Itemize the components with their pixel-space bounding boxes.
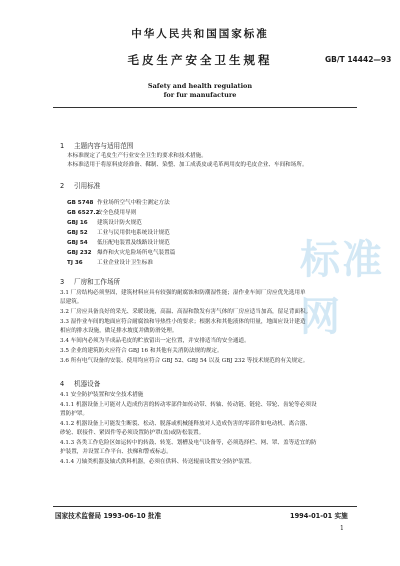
section-4-title: 机器设备 [74,380,101,388]
header-divider [53,107,357,108]
reference-title: 建筑设计防火规范 [97,220,142,226]
section-1-line-1: 本标准规定了毛皮生产行业安全卫生的要求和技术措施。 [67,153,207,159]
section-2-number: 2 [60,182,65,190]
section-4-line: 4.1.2 机器设备上可能发生断裂、松动、脱落或机械能释放对人造成伤害的零部件如电动机、离合器、 [60,421,311,427]
document-title: 毛皮生产安全卫生规程 [127,53,273,67]
section-2-heading [60,180,100,190]
section-3-line: 3.3 湿作业车间的地面应符合耐腐蚀和导热性小的要求；根据水和其他液体的用量，地面应设计建造 [60,319,306,325]
section-3-heading [60,276,120,286]
reference-item [67,228,170,236]
section-3-line: 相应的排水设施，做足排水坡度并做防滑处理。 [60,328,178,334]
reference-item [67,258,153,266]
watermark: 标准网 [300,237,384,340]
reference-item [67,248,175,256]
section-3-number: 3 [60,278,65,286]
section-4-line: 4.1.4 刀轴类机器及轴式供料机器，必须在供料、传送辊前设置安全防护装置。 [60,459,256,465]
section-3-line: 3.1 厂房结构必须坚固，建筑材料应具有较强的耐腐蚀和防潮湿性能；湿作业车间厂房应优先选用单 [60,290,306,296]
section-1-number: 1 [60,142,65,150]
reference-code: GB 6527.2 [67,210,100,216]
english-title-line-1: Safety and health regulation [147,82,253,90]
reference-item [67,198,170,206]
reference-item [67,238,170,246]
section-4-number: 4 [60,380,65,388]
reference-title: 爆炸和火灾危险场所电气装置篇 [97,250,176,256]
section-1-title: 主题内容与适用范围 [74,142,134,150]
section-4-line: 砂轮、联接件、紧固件等必须设置防护罩(盖)或防松装置。 [60,430,205,436]
reference-title: 作业场所空气中粉尘测定方法 [97,200,170,206]
page-number: 1 [340,525,344,532]
section-4-line: 护装置，并设置工作平台、扶梯和警戒标志。 [60,449,172,455]
implementation-date: 1994-01-01 实施 [290,512,348,520]
section-3-line: 层建筑。 [60,299,83,305]
reference-code: GBJ 16 [67,220,88,226]
section-2-title: 引用标准 [74,182,101,190]
section-3-line: 3.6 所有电气设备的安装、使用均应符合 GBJ 52、GBJ 54 以及 GBJ 232 等技术规范的有关规定。 [60,358,309,364]
reference-code: TJ 36 [67,260,83,266]
section-3-line: 3.5 企业的建筑防火应符合 GBJ 16 和其他有关消防法规的规定。 [60,348,223,354]
section-1-line-2: 本标准适用于将原料皮经准备、鞣制、染整、加工成裘皮或毛革两用皮的毛皮企业、车间和场所。 [67,162,308,168]
reference-item [67,218,142,226]
section-3-line: 3.4 车间内必须为半成品毛皮的贮放留出一定位置，并安排适当的安全通道。 [60,338,250,344]
section-4-line: 4.1 安全防护装置和安全技术措施 [60,392,144,398]
footer-divider [53,506,357,507]
section-3-title: 厂房和工作场所 [74,278,121,286]
reference-title: 安全色使用导则 [97,210,137,216]
section-1-heading [60,140,133,150]
reference-code: GBJ 54 [67,240,88,246]
reference-title: 工业企业设计卫生标准 [97,260,153,266]
reference-code: GBJ 232 [67,250,92,256]
reference-code: GB 5748 [67,200,94,206]
section-4-heading [60,378,100,388]
section-4-line: 4.1.1 机器设备上可能对人造成伤害的转动零部件如传动带、转轴、传动链、链轮、带轮、齿轮等必须设 [60,402,317,408]
reference-title: 工业与民用供电系统设计规范 [97,230,170,236]
section-3-line: 3.2 厂房应具备良好的采光、采暖设施，高温、高湿和散发有害气体的厂房应适当加高，留足背面积。 [60,309,312,315]
english-title-line-2: for fur manufacture [163,91,237,99]
reference-code: GBJ 52 [67,230,88,236]
approval-date: 国家技术监督局 1993-06-10 批准 [55,512,162,520]
standard-number: GB/T 14442—93 [325,55,392,64]
reference-item [67,208,136,216]
section-4-line: 置防护罩。 [60,411,88,417]
standard-country-header: 中华人民共和国国家标准 [131,28,269,40]
section-4-line: 4.1.3 各类工作危险区如运转中的转鼓、转笼、划槽及电气设备等，必须选择栏、网、罩、盖等适宜的防 [60,440,317,446]
reference-title: 低压配电装置及线路设计规范 [97,240,170,246]
